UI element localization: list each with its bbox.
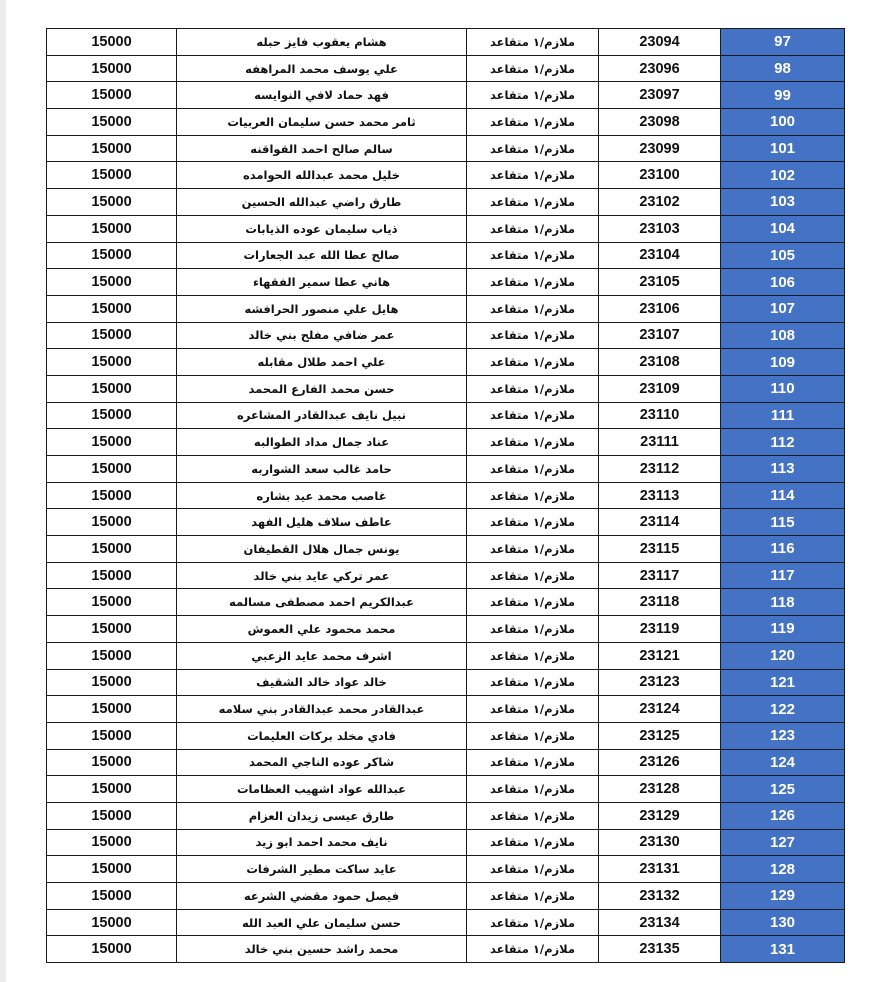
- id-cell: 23110: [599, 402, 721, 429]
- name-cell: هشام يعقوب فايز حبله: [177, 29, 467, 56]
- amount-cell: 15000: [47, 776, 177, 803]
- id-cell: 23134: [599, 909, 721, 936]
- name-cell: محمد راشد حسين بني خالد: [177, 936, 467, 963]
- table-row: [47, 722, 845, 749]
- rank-cell: ملازم/١ متقاعد: [467, 456, 599, 483]
- roster-table: [46, 28, 845, 963]
- amount-cell: 15000: [47, 375, 177, 402]
- rank-cell: ملازم/١ متقاعد: [467, 669, 599, 696]
- sequence-number-cell: 131: [721, 936, 845, 963]
- rank-cell: ملازم/١ متقاعد: [467, 29, 599, 56]
- amount-cell: 15000: [47, 295, 177, 322]
- rank-cell: ملازم/١ متقاعد: [467, 509, 599, 536]
- table-row: [47, 909, 845, 936]
- amount-cell: 15000: [47, 829, 177, 856]
- sequence-number-cell: 129: [721, 883, 845, 910]
- id-cell: 23108: [599, 349, 721, 376]
- id-cell: 23126: [599, 749, 721, 776]
- rank-cell: ملازم/١ متقاعد: [467, 55, 599, 82]
- rank-cell: ملازم/١ متقاعد: [467, 642, 599, 669]
- name-cell: صالح عطا الله عبد الجعارات: [177, 242, 467, 269]
- table-row: [47, 29, 845, 56]
- name-cell: يونس جمال هلال القطيفان: [177, 536, 467, 563]
- table-row: [47, 242, 845, 269]
- table-row: [47, 55, 845, 82]
- table-row: [47, 456, 845, 483]
- table-row: [47, 616, 845, 643]
- rank-cell: ملازم/١ متقاعد: [467, 349, 599, 376]
- table-row: [47, 429, 845, 456]
- id-cell: 23131: [599, 856, 721, 883]
- table-row: [47, 936, 845, 963]
- name-cell: عبدالقادر محمد عبدالقادر بني سلامه: [177, 696, 467, 723]
- table-row: [47, 349, 845, 376]
- table-row: [47, 642, 845, 669]
- sequence-number-cell: 104: [721, 215, 845, 242]
- sequence-number-cell: 105: [721, 242, 845, 269]
- amount-cell: 15000: [47, 322, 177, 349]
- name-cell: غاصب محمد عيد بشاره: [177, 482, 467, 509]
- rank-cell: ملازم/١ متقاعد: [467, 482, 599, 509]
- id-cell: 23121: [599, 642, 721, 669]
- sequence-number-cell: 125: [721, 776, 845, 803]
- amount-cell: 15000: [47, 109, 177, 136]
- rank-cell: ملازم/١ متقاعد: [467, 909, 599, 936]
- name-cell: عمر ضافي مفلح بني خالد: [177, 322, 467, 349]
- name-cell: فادي مخلد بركات العليمات: [177, 722, 467, 749]
- sequence-number-cell: 120: [721, 642, 845, 669]
- name-cell: هايل علي منصور الحرافشه: [177, 295, 467, 322]
- sequence-number-cell: 112: [721, 429, 845, 456]
- id-cell: 23129: [599, 802, 721, 829]
- table-row: [47, 749, 845, 776]
- table-row: [47, 135, 845, 162]
- id-cell: 23099: [599, 135, 721, 162]
- table-row: [47, 215, 845, 242]
- id-cell: 23113: [599, 482, 721, 509]
- id-cell: 23117: [599, 562, 721, 589]
- sequence-number-cell: 128: [721, 856, 845, 883]
- sequence-number-cell: 97: [721, 29, 845, 56]
- table-row: [47, 82, 845, 109]
- rank-cell: ملازم/١ متقاعد: [467, 776, 599, 803]
- amount-cell: 15000: [47, 189, 177, 216]
- amount-cell: 15000: [47, 749, 177, 776]
- amount-cell: 15000: [47, 909, 177, 936]
- table-row: [47, 589, 845, 616]
- table-row: [47, 162, 845, 189]
- table-row: [47, 829, 845, 856]
- table-row: [47, 696, 845, 723]
- amount-cell: 15000: [47, 242, 177, 269]
- name-cell: فهد حماد لافي النوايسه: [177, 82, 467, 109]
- rank-cell: ملازم/١ متقاعد: [467, 536, 599, 563]
- name-cell: حامد غالب سعد الشواربه: [177, 456, 467, 483]
- id-cell: 23135: [599, 936, 721, 963]
- id-cell: 23097: [599, 82, 721, 109]
- name-cell: اشرف محمد عايد الزعبي: [177, 642, 467, 669]
- rank-cell: ملازم/١ متقاعد: [467, 242, 599, 269]
- sequence-number-cell: 101: [721, 135, 845, 162]
- amount-cell: 15000: [47, 509, 177, 536]
- name-cell: هاني عطا سمير الفقهاء: [177, 269, 467, 296]
- rank-cell: ملازم/١ متقاعد: [467, 829, 599, 856]
- amount-cell: 15000: [47, 29, 177, 56]
- rank-cell: ملازم/١ متقاعد: [467, 322, 599, 349]
- sequence-number-cell: 126: [721, 802, 845, 829]
- id-cell: 23111: [599, 429, 721, 456]
- amount-cell: 15000: [47, 536, 177, 563]
- name-cell: عايد ساكت مطير الشرفات: [177, 856, 467, 883]
- name-cell: طارق راضي عبدالله الحسين: [177, 189, 467, 216]
- table-row: [47, 375, 845, 402]
- name-cell: عاطف سلاف هليل الفهد: [177, 509, 467, 536]
- id-cell: 23130: [599, 829, 721, 856]
- name-cell: علي احمد طلال مقابله: [177, 349, 467, 376]
- sequence-number-cell: 103: [721, 189, 845, 216]
- amount-cell: 15000: [47, 616, 177, 643]
- name-cell: عبدالكريم احمد مصطفى مسالمه: [177, 589, 467, 616]
- sequence-number-cell: 116: [721, 536, 845, 563]
- sequence-number-cell: 99: [721, 82, 845, 109]
- table-row: [47, 295, 845, 322]
- sequence-number-cell: 130: [721, 909, 845, 936]
- amount-cell: 15000: [47, 162, 177, 189]
- rank-cell: ملازم/١ متقاعد: [467, 802, 599, 829]
- id-cell: 23115: [599, 536, 721, 563]
- sequence-number-cell: 124: [721, 749, 845, 776]
- sequence-number-cell: 108: [721, 322, 845, 349]
- amount-cell: 15000: [47, 269, 177, 296]
- rank-cell: ملازم/١ متقاعد: [467, 402, 599, 429]
- sequence-number-cell: 117: [721, 562, 845, 589]
- rank-cell: ملازم/١ متقاعد: [467, 189, 599, 216]
- name-cell: علي يوسف محمد المراهفه: [177, 55, 467, 82]
- name-cell: ثامر محمد حسن سليمان العربيات: [177, 109, 467, 136]
- amount-cell: 15000: [47, 429, 177, 456]
- id-cell: 23096: [599, 55, 721, 82]
- sequence-number-cell: 98: [721, 55, 845, 82]
- id-cell: 23104: [599, 242, 721, 269]
- id-cell: 23103: [599, 215, 721, 242]
- table-row: [47, 669, 845, 696]
- sequence-number-cell: 107: [721, 295, 845, 322]
- sequence-number-cell: 118: [721, 589, 845, 616]
- sequence-number-cell: 113: [721, 456, 845, 483]
- rank-cell: ملازم/١ متقاعد: [467, 109, 599, 136]
- amount-cell: 15000: [47, 883, 177, 910]
- rank-cell: ملازم/١ متقاعد: [467, 82, 599, 109]
- rank-cell: ملازم/١ متقاعد: [467, 135, 599, 162]
- id-cell: 23106: [599, 295, 721, 322]
- name-cell: شاكر عوده الناجي المحمد: [177, 749, 467, 776]
- rank-cell: ملازم/١ متقاعد: [467, 562, 599, 589]
- id-cell: 23109: [599, 375, 721, 402]
- table-row: [47, 562, 845, 589]
- name-cell: سالم صالح احمد القواقنه: [177, 135, 467, 162]
- table-row: [47, 536, 845, 563]
- name-cell: خالد عواد خالد الشقيف: [177, 669, 467, 696]
- id-cell: 23128: [599, 776, 721, 803]
- id-cell: 23105: [599, 269, 721, 296]
- rank-cell: ملازم/١ متقاعد: [467, 589, 599, 616]
- id-cell: 23094: [599, 29, 721, 56]
- id-cell: 23100: [599, 162, 721, 189]
- rank-cell: ملازم/١ متقاعد: [467, 429, 599, 456]
- rank-cell: ملازم/١ متقاعد: [467, 883, 599, 910]
- name-cell: نايف محمد احمد ابو زيد: [177, 829, 467, 856]
- amount-cell: 15000: [47, 482, 177, 509]
- name-cell: ذياب سليمان عوده الذيابات: [177, 215, 467, 242]
- id-cell: 23114: [599, 509, 721, 536]
- name-cell: عمر تركي عايد بني خالد: [177, 562, 467, 589]
- table-row: [47, 322, 845, 349]
- amount-cell: 15000: [47, 215, 177, 242]
- amount-cell: 15000: [47, 402, 177, 429]
- rank-cell: ملازم/١ متقاعد: [467, 162, 599, 189]
- sequence-number-cell: 122: [721, 696, 845, 723]
- rank-cell: ملازم/١ متقاعد: [467, 696, 599, 723]
- name-cell: فيصل حمود مقضي الشرعه: [177, 883, 467, 910]
- table-row: [47, 189, 845, 216]
- id-cell: 23132: [599, 883, 721, 910]
- table-row: [47, 482, 845, 509]
- name-cell: طارق عيسى زيدان العزام: [177, 802, 467, 829]
- name-cell: نبيل نايف عبدالقادر المشاعره: [177, 402, 467, 429]
- amount-cell: 15000: [47, 82, 177, 109]
- name-cell: خليل محمد عبدالله الحوامده: [177, 162, 467, 189]
- sequence-number-cell: 106: [721, 269, 845, 296]
- name-cell: حسن محمد الفارع المحمد: [177, 375, 467, 402]
- viewer-edge: [0, 0, 6, 982]
- name-cell: حسن سليمان علي العبد الله: [177, 909, 467, 936]
- rank-cell: ملازم/١ متقاعد: [467, 936, 599, 963]
- rank-cell: ملازم/١ متقاعد: [467, 295, 599, 322]
- id-cell: 23125: [599, 722, 721, 749]
- id-cell: 23102: [599, 189, 721, 216]
- id-cell: 23123: [599, 669, 721, 696]
- amount-cell: 15000: [47, 135, 177, 162]
- amount-cell: 15000: [47, 55, 177, 82]
- amount-cell: 15000: [47, 722, 177, 749]
- table-row: [47, 883, 845, 910]
- rank-cell: ملازم/١ متقاعد: [467, 269, 599, 296]
- sequence-number-cell: 110: [721, 375, 845, 402]
- sequence-number-cell: 102: [721, 162, 845, 189]
- amount-cell: 15000: [47, 349, 177, 376]
- id-cell: 23124: [599, 696, 721, 723]
- id-cell: 23107: [599, 322, 721, 349]
- amount-cell: 15000: [47, 802, 177, 829]
- table-row: [47, 269, 845, 296]
- sequence-number-cell: 114: [721, 482, 845, 509]
- sequence-number-cell: 121: [721, 669, 845, 696]
- id-cell: 23098: [599, 109, 721, 136]
- name-cell: محمد محمود علي العموش: [177, 616, 467, 643]
- amount-cell: 15000: [47, 669, 177, 696]
- rank-cell: ملازم/١ متقاعد: [467, 749, 599, 776]
- table-row: [47, 402, 845, 429]
- sequence-number-cell: 109: [721, 349, 845, 376]
- amount-cell: 15000: [47, 936, 177, 963]
- name-cell: عبدالله عواد اشهيب العظامات: [177, 776, 467, 803]
- id-cell: 23118: [599, 589, 721, 616]
- rank-cell: ملازم/١ متقاعد: [467, 616, 599, 643]
- id-cell: 23112: [599, 456, 721, 483]
- sequence-number-cell: 100: [721, 109, 845, 136]
- id-cell: 23119: [599, 616, 721, 643]
- rank-cell: ملازم/١ متقاعد: [467, 215, 599, 242]
- table-row: [47, 509, 845, 536]
- amount-cell: 15000: [47, 696, 177, 723]
- sequence-number-cell: 115: [721, 509, 845, 536]
- roster-body: [47, 29, 845, 963]
- name-cell: عناد جمال مداد الطوالبه: [177, 429, 467, 456]
- amount-cell: 15000: [47, 856, 177, 883]
- rank-cell: ملازم/١ متقاعد: [467, 375, 599, 402]
- table-row: [47, 802, 845, 829]
- amount-cell: 15000: [47, 562, 177, 589]
- table-row: [47, 856, 845, 883]
- rank-cell: ملازم/١ متقاعد: [467, 722, 599, 749]
- sequence-number-cell: 127: [721, 829, 845, 856]
- sequence-number-cell: 119: [721, 616, 845, 643]
- amount-cell: 15000: [47, 642, 177, 669]
- sequence-number-cell: 123: [721, 722, 845, 749]
- table-row: [47, 109, 845, 136]
- table-row: [47, 776, 845, 803]
- amount-cell: 15000: [47, 589, 177, 616]
- sequence-number-cell: 111: [721, 402, 845, 429]
- amount-cell: 15000: [47, 456, 177, 483]
- rank-cell: ملازم/١ متقاعد: [467, 856, 599, 883]
